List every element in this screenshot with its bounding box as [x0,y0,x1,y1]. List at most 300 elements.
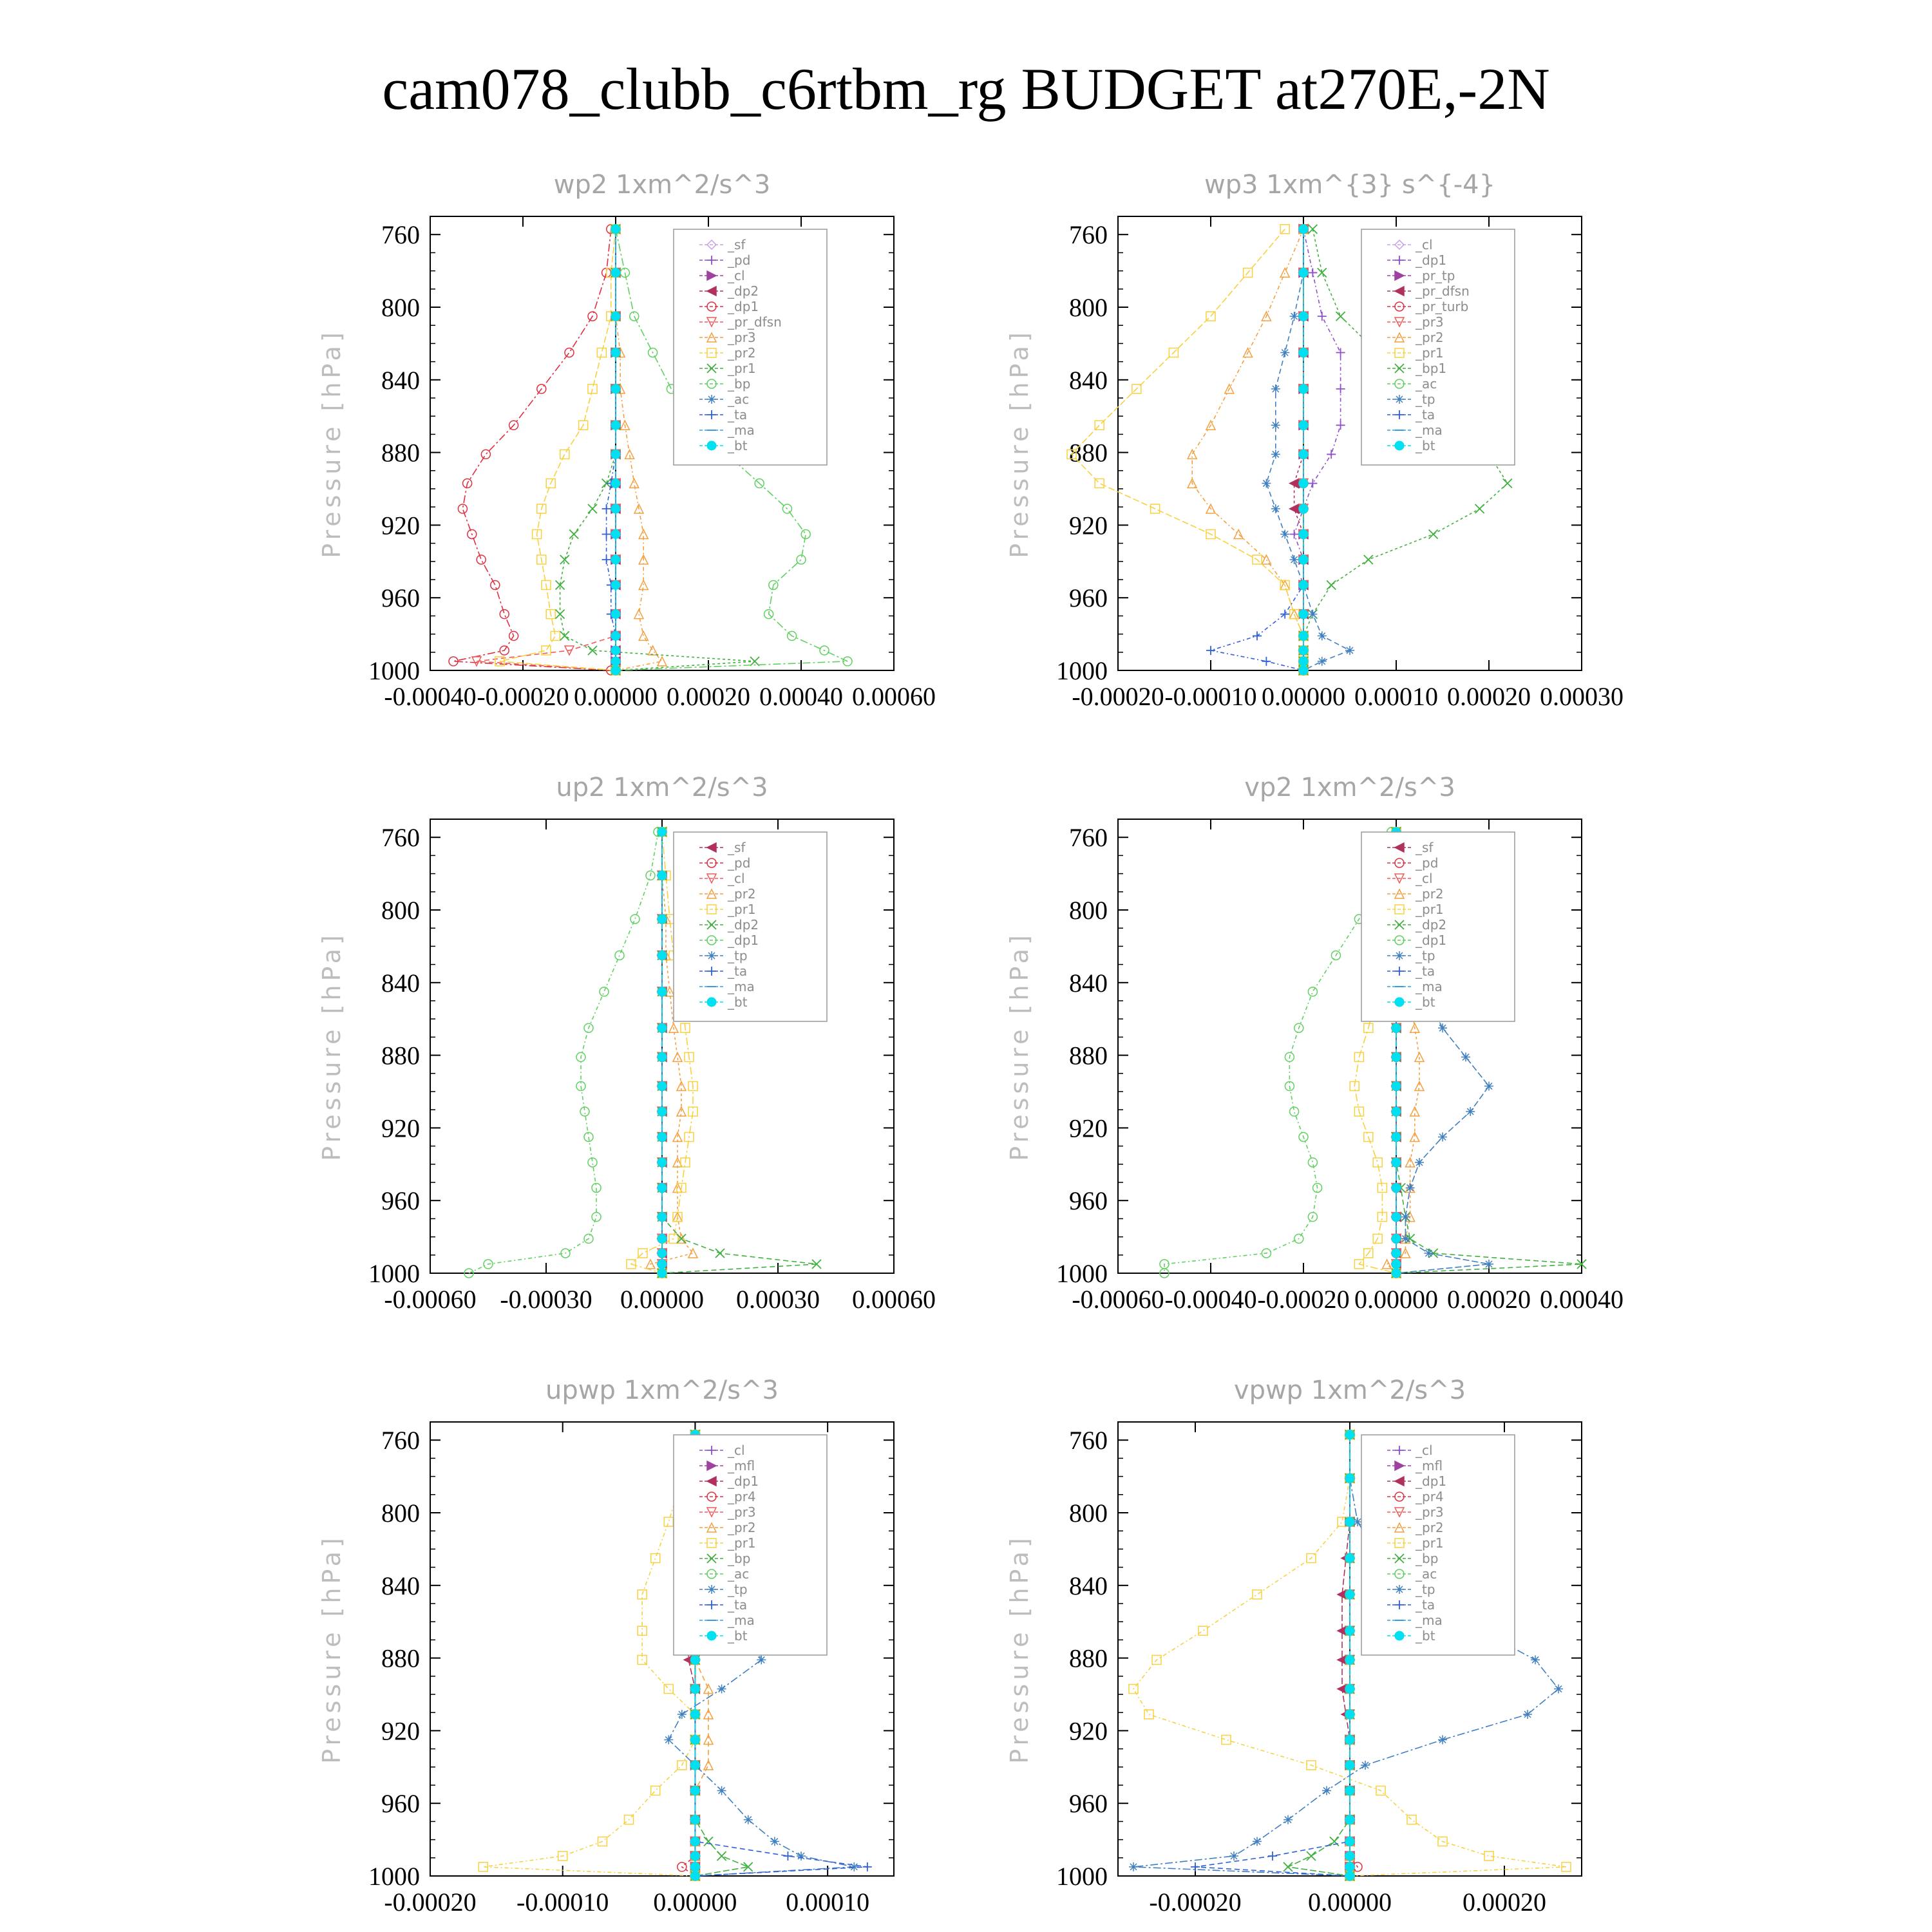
legend-label: _cl [728,871,745,886]
data-point [1345,1590,1354,1599]
data-point [1345,1862,1354,1871]
data-point [611,384,620,393]
legend-label: _pd [1416,855,1439,871]
chart-panel-1 [317,170,936,711]
data-point [651,1554,660,1563]
series-dp1 [464,828,663,1278]
legend-label: _ma [728,422,755,438]
x-tick-label: -0.00040 [384,682,477,711]
data-point [658,1249,667,1258]
data-point [611,657,620,666]
legend-label: _mfl [728,1458,755,1473]
data-point [611,479,620,488]
panel-title: upwp 1xm^2/s^3 [545,1376,779,1405]
data-point [658,951,667,960]
data-point [690,1852,699,1861]
data-point [801,530,810,539]
data-point [1234,530,1243,539]
data-point [491,580,500,589]
legend-label: _cl [1416,1443,1433,1458]
legend-label: _pr3 [728,330,756,345]
legend-label: _pr_turb [1416,299,1469,314]
data-point [611,450,620,459]
data-point [1392,1158,1401,1167]
legend-label: _ac [1416,376,1437,392]
data-point [690,1761,699,1770]
data-point [1364,555,1373,564]
data-point [1222,1736,1231,1745]
data-point [658,1234,667,1243]
y-tick-label: 960 [381,1789,420,1819]
legend-label: _dp2 [728,283,759,299]
data-point [1290,610,1299,619]
data-point [690,1786,699,1795]
legend-marker [1395,441,1404,450]
legend-label: _pr2 [728,1520,756,1535]
y-tick-label: 920 [1069,1716,1108,1746]
legend-marker [707,1631,716,1640]
series-line [483,1435,695,1876]
x-tick-label: 0.00040 [759,682,843,711]
data-point [797,555,806,564]
data-point [611,580,620,589]
data-point [770,1837,779,1846]
legend-label: _pr3 [1416,314,1444,330]
data-point [715,1249,724,1258]
y-tick-label: 760 [381,823,420,853]
legend-label: _pr1 [728,1535,756,1551]
data-point [1262,657,1271,666]
series-line [469,832,658,1273]
data-point [1271,450,1280,459]
data-point [1373,1158,1382,1167]
data-point [500,610,509,619]
series-line [1211,229,1303,670]
data-point [1299,610,1308,619]
data-point [1345,1710,1354,1719]
legend-label: _dp2 [1416,917,1447,933]
data-point [1299,450,1308,459]
series-dp1 [1290,225,1345,675]
data-point [1336,384,1345,393]
series-line [616,229,662,670]
data-point [1290,1107,1299,1116]
data-point [630,914,639,923]
legend-label: _pr2 [728,345,756,361]
y-tick-label: 1000 [1056,656,1108,685]
y-tick-label: 800 [1069,1499,1108,1528]
x-tick-label: -0.00010 [1164,682,1257,711]
data-point [1290,530,1299,539]
legend-label: _ac [728,1566,750,1582]
data-point [615,951,624,960]
data-point [1345,1837,1354,1846]
y-axis-label: Pressure [hPa] [1005,328,1034,558]
data-point [1503,479,1512,488]
data-point [560,631,569,640]
data-point [565,348,574,357]
legend-label: _pr1 [1416,345,1444,361]
y-tick-label: 1000 [1056,1862,1108,1891]
data-point [658,1133,667,1142]
data-point [560,555,569,564]
series-pr_dfsn [472,225,620,675]
y-tick-label: 840 [381,365,420,395]
data-point [690,1685,699,1694]
data-point [1392,1269,1401,1278]
y-tick-label: 840 [1069,365,1108,395]
data-point [690,1655,699,1664]
y-tick-label: 920 [381,1113,420,1143]
data-point [849,1862,858,1871]
legend-marker [1395,395,1404,404]
y-tick-label: 960 [1069,1186,1108,1216]
data-point [1438,1023,1447,1032]
x-tick-label: 0.00020 [1463,1888,1546,1917]
data-point [1253,631,1262,640]
x-tick-label: 0.00000 [574,682,658,711]
legend-label: _pr1 [728,902,756,917]
legend-label: _pr2 [1416,330,1444,345]
data-point [658,871,667,880]
data-point [1308,987,1317,996]
data-point [757,1655,766,1664]
legend-label: _dp1 [728,933,759,948]
data-point [611,646,620,655]
data-point [1318,657,1327,666]
legend-label: _pr3 [728,1504,756,1520]
series-line [1288,1435,1350,1876]
data-point [1345,1685,1354,1694]
x-tick-label: 0.00030 [1540,682,1624,711]
chart-panel-6 [1005,1376,1582,1917]
data-point [630,479,639,488]
y-tick-label: 880 [1069,438,1108,468]
legend-label: _ta [1416,407,1435,422]
legend-label: _cl [1416,237,1433,252]
legend-label: _ta [728,963,748,979]
data-point [1392,1052,1401,1061]
series-line [500,229,616,670]
data-point [602,530,611,539]
data-point [690,1815,699,1824]
data-point [658,1269,667,1278]
series-pr1 [478,1430,699,1880]
data-point [1144,1710,1153,1719]
data-point [658,1158,667,1167]
data-point [1290,555,1299,564]
data-point [1283,1862,1293,1871]
legend-marker [707,951,716,960]
data-point [1299,646,1308,655]
series-dp1 [449,225,616,675]
y-tick-label: 800 [381,896,420,925]
x-tick-label: 0.00030 [736,1285,820,1314]
y-tick-label: 840 [1069,1571,1108,1600]
data-point [611,504,620,513]
data-point [1336,348,1345,357]
legend-label: _pr2 [728,886,756,902]
data-point [1299,631,1308,640]
y-tick-label: 880 [1069,1643,1108,1673]
data-point [1345,1786,1354,1795]
figure-title: cam078_clubb_c6rtbm_rg BUDGET at270E,-2N [382,56,1550,122]
data-point [611,421,620,430]
y-axis-label: Pressure [hPa] [317,1534,346,1764]
series-line [453,229,611,670]
legend-label: _ma [728,979,755,994]
y-tick-label: 800 [381,1499,420,1528]
legend-label: _pr_tp [1416,268,1455,283]
data-point [1475,504,1484,513]
x-tick-label: -0.00060 [384,1285,477,1314]
legend-label: _pr1 [1416,902,1444,917]
data-point [1308,268,1317,277]
data-point [1345,1655,1354,1664]
legend-label: _pd [728,252,751,268]
data-point [639,631,648,640]
x-tick-label: -0.00060 [1072,1285,1164,1314]
legend-label: _ta [728,407,748,422]
data-point [1229,1852,1238,1861]
data-point [569,530,578,539]
data-point [1461,1052,1470,1061]
data-point [1345,1761,1354,1770]
data-point [1271,384,1280,393]
series-line [1192,229,1303,670]
y-tick-label: 960 [381,583,420,613]
legend-label: _sf [728,840,746,855]
y-tick-label: 760 [381,1426,420,1455]
panel-title: vpwp 1xm^2/s^3 [1233,1376,1466,1405]
data-point [1271,421,1280,430]
data-point [704,1837,713,1846]
legend-label: _bp [728,1551,751,1566]
legend-label: _ac [1416,1566,1437,1582]
data-point [1327,450,1336,459]
x-tick-label: 0.00000 [1262,682,1345,711]
data-point [1280,348,1289,357]
legend-label: _pr1 [728,361,756,376]
data-point [783,1852,792,1861]
panel-title: up2 1xm^2/s^3 [556,773,768,802]
data-point [1345,1517,1354,1526]
data-point [690,1862,699,1871]
data-point [1253,1590,1262,1599]
y-tick-label: 840 [1069,968,1108,998]
data-point [1345,1626,1354,1635]
data-point [1299,384,1308,393]
legend [1361,1435,1515,1655]
legend-label: _bp [728,376,751,392]
data-point [1299,666,1308,675]
legend-label: _pr_dfsn [728,314,782,330]
legend-label: _bt [728,994,748,1010]
data-point [690,1871,699,1880]
y-tick-label: 880 [381,1643,420,1673]
data-point [1318,631,1327,640]
data-point [1484,1082,1493,1091]
data-point [658,1213,667,1222]
data-point [1361,1761,1370,1770]
legend-label: _bt [1416,994,1435,1010]
legend-marker [707,441,716,450]
legend-label: _dp1 [728,299,759,314]
legend-label: _pr_dfsn [1416,283,1470,299]
data-point [1345,1473,1354,1482]
legend-label: _pr2 [1416,886,1444,902]
y-axis-label: Pressure [hPa] [317,931,346,1161]
chart-panel-2 [1005,170,1624,711]
legend-label: _tp [1416,948,1435,963]
legend-label: _bt [728,438,748,453]
legend-label: _ac [728,392,750,407]
data-point [551,631,560,640]
data-point [1299,312,1308,321]
x-tick-label: 0.00010 [786,1888,870,1917]
data-point [1206,646,1215,655]
data-point [1308,610,1317,619]
data-point [611,610,620,619]
y-tick-label: 760 [1069,1426,1108,1455]
y-tick-label: 880 [381,1041,420,1070]
y-tick-label: 1000 [368,1862,420,1891]
legend-label: _ma [728,1613,755,1628]
x-tick-label: 0.00000 [1308,1888,1392,1917]
data-point [744,1862,753,1871]
legend-marker [1395,1631,1404,1640]
data-point [717,1852,726,1861]
data-point [863,1862,872,1871]
data-point [602,555,611,564]
x-tick-label: 0.00020 [1447,1285,1531,1314]
legend-label: _ma [1416,422,1443,438]
data-point [1308,225,1317,234]
data-point [1345,1871,1354,1880]
y-tick-label: 760 [1069,823,1108,853]
data-point [1378,1183,1387,1192]
legend [1361,229,1515,465]
data-point [1484,1260,1493,1269]
data-point [1299,530,1308,539]
data-point [611,348,620,357]
x-tick-label: -0.00040 [1164,1285,1257,1314]
legend-label: _ma [1416,979,1443,994]
y-axis-label: Pressure [hPa] [1005,1534,1034,1764]
y-tick-label: 840 [381,968,420,998]
data-point [588,504,597,513]
data-point [1406,1183,1415,1192]
data-point [1280,610,1289,619]
data-point [1345,1554,1354,1563]
legend-marker [1395,1585,1404,1594]
legend [674,832,827,1021]
data-point [611,666,620,675]
data-point [481,450,490,459]
data-point [1318,312,1327,321]
x-tick-label: 0.00000 [620,1285,704,1314]
y-tick-label: 920 [1069,1113,1108,1143]
x-tick-label: -0.00020 [1072,682,1164,711]
legend-label: _bp [1416,1551,1439,1566]
y-tick-label: 920 [381,1716,420,1746]
data-point [1307,1852,1316,1861]
data-point [658,657,667,666]
y-tick-label: 880 [1069,1041,1108,1070]
x-tick-label: 0.00020 [667,682,750,711]
legend-label: _ta [728,1597,748,1613]
x-tick-label: 0.00020 [1447,682,1531,711]
data-point [1299,479,1308,488]
legend-label: _pr1 [1416,1535,1444,1551]
legend-label: _pr2 [1416,1520,1444,1535]
y-tick-label: 1000 [1056,1259,1108,1288]
data-point [1299,657,1308,666]
data-point [658,1107,667,1116]
legend-marker [707,1585,716,1594]
data-point [1299,504,1308,513]
legend-label: _pr4 [1416,1489,1444,1504]
data-point [1129,1862,1138,1871]
series-line [477,229,616,670]
y-tick-label: 960 [1069,583,1108,613]
data-point [1299,268,1308,277]
panel-title: wp2 1xm^2/s^3 [553,170,771,200]
legend-label: _mfl [1416,1458,1443,1473]
legend-label: _bt [1416,438,1435,453]
x-tick-label: 0.00000 [1354,1285,1438,1314]
legend [1361,832,1515,1021]
x-tick-label: -0.00010 [516,1888,609,1917]
data-point [1554,1685,1563,1694]
data-point [1531,1655,1540,1664]
x-tick-label: -0.00020 [1149,1888,1242,1917]
series-line [1195,1435,1350,1876]
data-point [611,312,620,321]
legend-label: _tp [1416,1582,1435,1597]
data-point [1424,1249,1433,1258]
x-tick-label: 0.00040 [1540,1285,1624,1314]
data-point [1392,1260,1401,1269]
data-point [658,1023,667,1032]
data-point [1429,530,1438,539]
y-tick-label: 800 [1069,896,1108,925]
y-tick-label: 760 [1069,220,1108,250]
data-point [1308,479,1317,488]
data-point [649,646,658,655]
series-ta [1206,225,1308,675]
data-point [744,1815,753,1824]
y-axis-label: Pressure [hPa] [317,328,346,558]
data-point [1415,1158,1424,1167]
series-pr2 [495,225,620,675]
data-point [611,555,620,564]
data-point [664,1517,673,1526]
x-tick-label: -0.00020 [1257,1285,1350,1314]
legend-label: _ta [1416,1597,1435,1613]
data-point [1299,348,1308,357]
y-tick-label: 880 [381,438,420,468]
legend-label: _dp1 [728,1473,759,1489]
data-point [658,914,667,923]
legend-label: _pr4 [728,1489,756,1504]
legend-marker [1395,951,1404,960]
data-point [1392,1023,1401,1032]
y-tick-label: 1000 [368,1259,420,1288]
data-point [1290,504,1299,513]
data-point [611,530,620,539]
data-point [1407,1815,1416,1824]
